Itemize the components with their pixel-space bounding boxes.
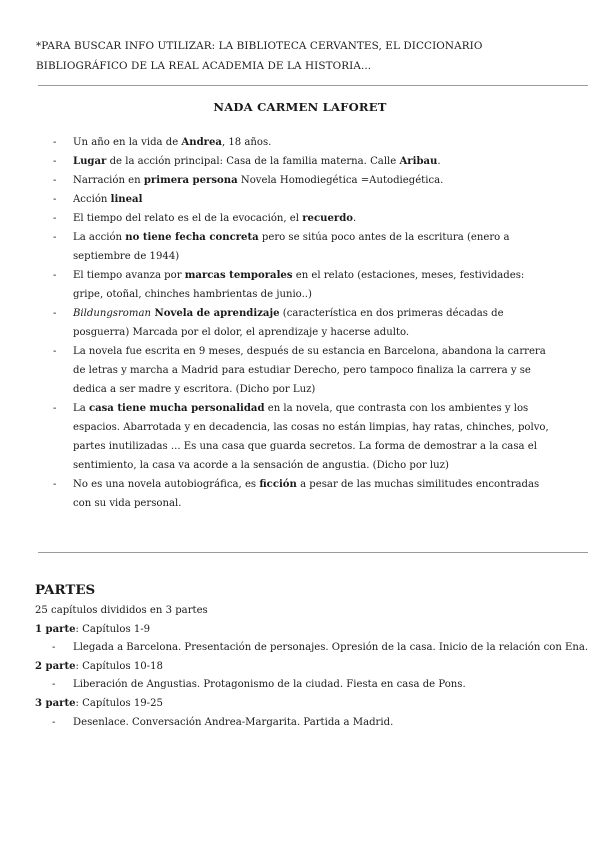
partes-section bbox=[35, 580, 595, 732]
list-item: - Acción lineal bbox=[0, 190, 553, 209]
dash-marker: - bbox=[52, 679, 56, 691]
list-item: - El tiempo del relato es el de la evocación, el recuerdo. bbox=[0, 209, 553, 228]
list-item: - Un año en la vida de Andrea, 18 años. bbox=[0, 133, 553, 152]
part-heading: 3 parte: Capítulos 19-25 bbox=[35, 697, 163, 709]
dash-marker: - bbox=[52, 716, 56, 728]
dash-marker: - bbox=[53, 175, 57, 186]
list-item: - La novela fue escrita en 9 meses, después de su estancia en Barcelona, abandona la carrera de letras y marcha a Madrid para estudiar Derecho, pero tampoco finaliza la carrera y se dedica a ser madre y escritora. (Dicho por Luz) bbox=[0, 342, 553, 399]
part-heading: 2 parte: Capítulos 10-18 bbox=[35, 660, 163, 672]
list-item: - El tiempo avanza por marcas temporales en el relato (estaciones, meses, festividades: gripe, otoñal, chinches hambrientas de junio..) bbox=[0, 266, 553, 304]
partes-heading: PARTES bbox=[35, 582, 96, 598]
part-heading: 1 parte: Capítulos 1-9 bbox=[35, 623, 151, 635]
part-summary: - Llegada a Barcelona. Presentación de personajes. Opresión de la casa. Inicio de la relación con Ena. bbox=[35, 639, 595, 658]
dash-marker: - bbox=[53, 308, 57, 319]
dash-marker: - bbox=[53, 194, 57, 205]
note-line-2: BIBLIOGRÁFICO DE LA REAL ACADEMIA DE LA HISTORIA... bbox=[36, 60, 372, 72]
dash-marker: - bbox=[53, 270, 57, 281]
list-item: - Narración en primera persona Novela Homodiegética =Autodiegética. bbox=[0, 171, 553, 190]
dash-marker: - bbox=[53, 213, 57, 224]
page-title: NADA CARMEN LAFORET bbox=[213, 100, 387, 114]
dash-marker: - bbox=[52, 642, 56, 654]
partes-intro: 25 capítulos divididos en 3 partes bbox=[35, 605, 208, 616]
part-summary: - Liberación de Angustias. Protagonismo de la ciudad. Fiesta en casa de Pons. bbox=[35, 676, 595, 695]
research-note bbox=[36, 36, 576, 76]
list-item: - Bildungsroman Novela de aprendizaje (característica en dos primeras décadas de posguerra) Marcada por el dolor, el aprendizaje y hacerse adulto. bbox=[0, 304, 553, 342]
dash-marker: - bbox=[53, 479, 57, 490]
list-item: - No es una novela autobiográfica, es ficción a pesar de las muchas similitudes encontradas con su vida personal. bbox=[0, 475, 553, 513]
dash-marker: - bbox=[53, 346, 57, 357]
note-line-1: *PARA BUSCAR INFO UTILIZAR: LA BIBLIOTECA CERVANTES, EL DICCIONARIO bbox=[36, 40, 483, 52]
list-item: - La casa tiene mucha personalidad en la novela, que contrasta con los ambientes y los espacios. Abarrotada y en decadencia, las cosas no están limpias, hay ratas, chinches, polvo, partes inutilizadas ... Es una casa que guarda secretos. La forma de demostrar a la casa el sentimiento, la casa va acorde a la sensación de angustia. (Dicho por luz) bbox=[0, 399, 553, 475]
dash-marker: - bbox=[53, 137, 57, 148]
list-item: - Lugar de la acción principal: Casa de la familia materna. Calle Aribau. bbox=[0, 152, 553, 171]
summary-list bbox=[0, 133, 600, 513]
dash-marker: - bbox=[53, 403, 57, 414]
divider-bottom bbox=[38, 552, 588, 553]
dash-marker: - bbox=[53, 232, 57, 243]
dash-marker: - bbox=[53, 156, 57, 167]
part-summary: - Desenlace. Conversación Andrea-Margarita. Partida a Madrid. bbox=[35, 714, 595, 733]
divider-top bbox=[38, 85, 588, 86]
list-item: - La acción no tiene fecha concreta pero se sitúa poco antes de la escritura (enero a septiembre de 1944) bbox=[0, 228, 553, 266]
